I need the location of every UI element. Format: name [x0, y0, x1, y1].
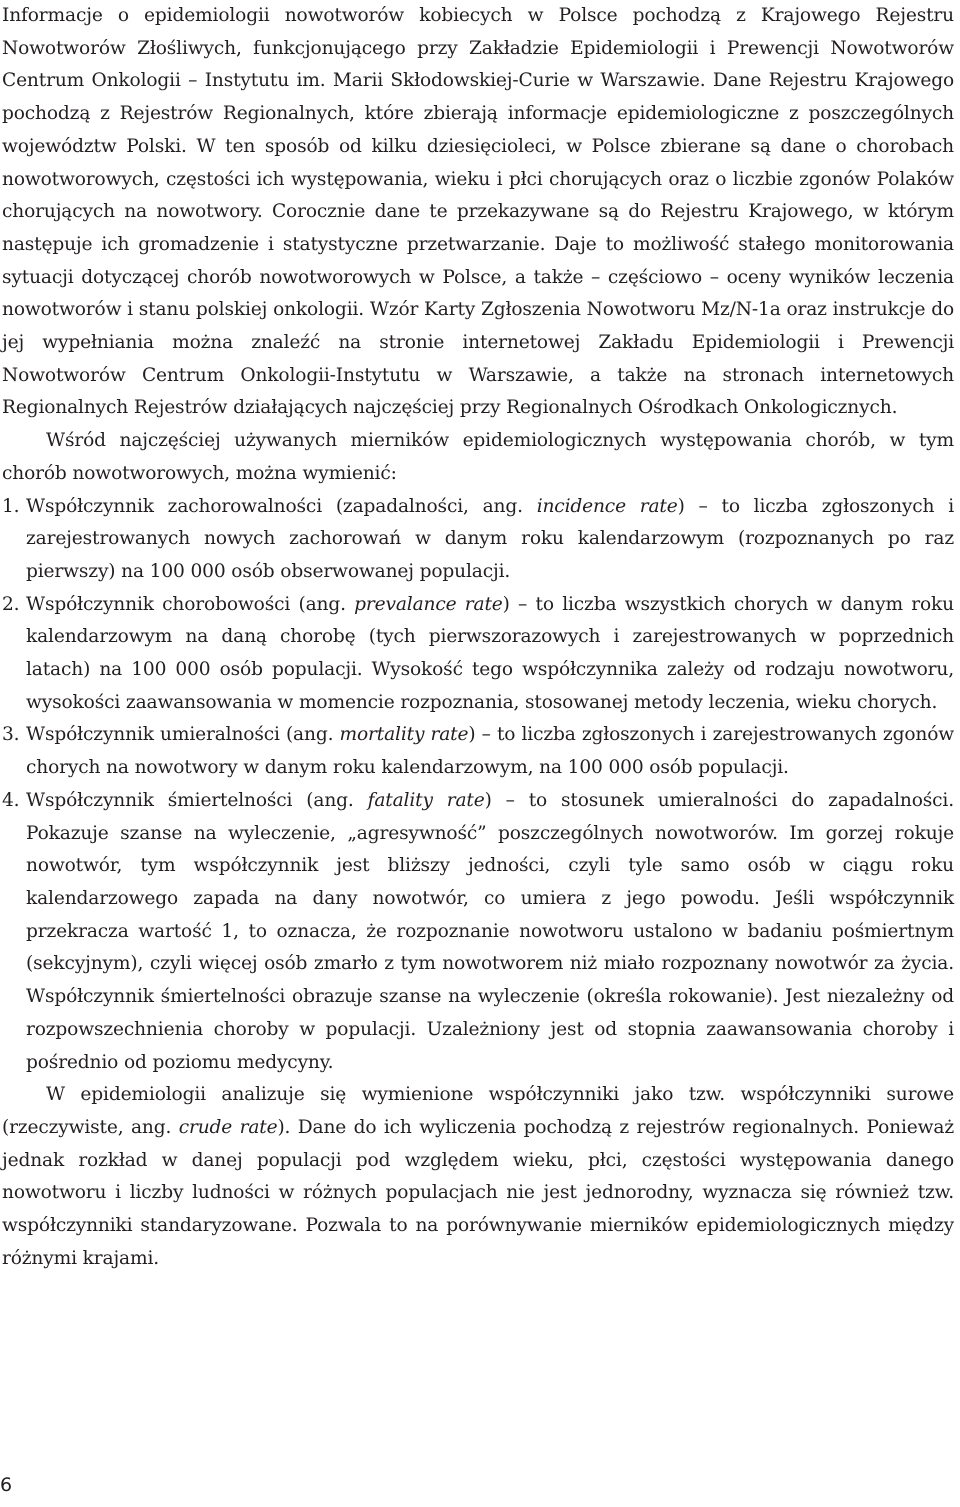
- list-text-post: ) – to liczba zgłoszonych i zarejestrowanych nowych zachorowań w danym roku kalendarzowym (rozpoznanych po raz pierwszy) na 100 000 osób obserwowanej populacji.: [26, 495, 954, 582]
- list-number: 3.: [2, 724, 20, 746]
- list-text-pre: Współczynnik zachorowalności (zapadalności, ang.: [26, 495, 537, 517]
- crude-text-pre: W epidemiologii analizuje się wymienione współczynniki jako tzw. współczynniki surowe (rzeczywiste, ang.: [2, 1084, 954, 1138]
- body-text: [2, 0, 954, 1275]
- list-item-incidence-rate: [2, 491, 954, 589]
- crude-text-post: ). Dane do ich wyliczenia pochodzą z rejestrów regionalnych. Ponieważ jednak rozkład w danej populacji pod względem wieku, płci, częstości występowania danego nowotworu i liczby ludności w różnych populacjach nie jest jednorodny, wyznacza się również tzw. współczynniki standaryzowane. Pozwala to na porównywanie mierników epidemiologicznych między różnymi krajami.: [2, 1116, 954, 1269]
- paragraph-crude-rate: [2, 1079, 954, 1275]
- list-item-mortality-rate: [2, 719, 954, 784]
- paragraph-intro: Informacje o epidemiologii nowotworów kobiecych w Polsce pochodzą z Krajowego Rejestru Nowotworów Złośliwych, funkcjonującego przy Zakładzie Epidemiologii i Prewencji Nowotworów Centrum Onkologii – Instytutu im. Marii Skłodowskiej-Curie w Warszawie. Dane Rejestru Krajowego pochodzą z Rejestrów Regionalnych, które zbierają informacje epidemiologiczne z poszczególnych województw Polski. W ten sposób od kilku dziesięcioleci, w Polsce zbierane są dane o chorobach nowotworowych, częstości ich występowania, wieku i płci chorujących oraz o liczbie zgonów Polaków chorujących na nowotwory. Corocznie dane te przekazywane są do Rejestru Krajowego, w którym następuje ich gromadzenie i statystyczne przetwarzanie. Daje to możliwość stałego monitorowania sytuacji dotyczącej chorób nowotworowych w Polsce, a także – częściowo – oceny wyników leczenia nowotworów i stanu polskiej onkologii. Wzór Karty Zgłoszenia Nowotworu Mz/N-1a oraz instrukcje do jej wypełniania można znaleźć na stronie internetowej Zakładu Epidemiologii i Prewencji Nowotworów Centrum Onkologii-Instytutu w Warszawie, a także na stronach internetowych Regionalnych Rejestrów działających najczęściej przy Regionalnych Ośrodkach Onkologicznych.: [2, 5, 954, 419]
- list-text-post: ) – to liczba zgłoszonych i zarejestrowanych zgonów chorych na nowotwory w danym roku kalendarzowym, na 100 000 osób populacji.: [26, 724, 955, 779]
- list-number: 1.: [2, 495, 20, 517]
- list-text-pre: Współczynnik chorobowości (ang.: [26, 593, 355, 615]
- page-number: 6: [0, 1474, 13, 1496]
- list-item-prevalence-rate: [2, 589, 954, 720]
- term-mortality-rate: mortality rate: [339, 724, 469, 746]
- term-fatality-rate: fatality rate: [367, 789, 485, 811]
- term-prevalance-rate: prevalance rate: [354, 593, 503, 615]
- list-text-pre: Współczynnik śmiertelności (ang.: [26, 789, 368, 811]
- list-text-post: ) – to liczba wszystkich chorych w danym roku kalendarzowym na daną chorobę (tych pierwszorazowych i zarejestrowanych w poprzednich latach) na 100 000 osób populacji. Wysokość tego współczynnika zależy od rodzaju nowotworu, wysokości zaawansowania w momencie rozpoznania, stosowanej metody leczenia, wieku chorych.: [26, 593, 954, 713]
- paragraph-measures-intro: Wśród najczęściej używanych mierników epidemiologicznych występowania chorób, w tym chorób nowotworowych, można wymienić:: [2, 430, 954, 484]
- list-item-fatality-rate: [2, 785, 954, 1079]
- term-incidence-rate: incidence rate: [536, 495, 678, 517]
- list-number: 2.: [2, 593, 20, 615]
- list-text-post: ) – to stosunek umieralności do zapadalności. Pokazuje szanse na wyleczenie, „agresywność” poszczególnych nowotworów. Im gorzej rokuje nowotwór, tym współczynnik jest bliższy jedności, czyli tyle samo osób w ciągu roku kalendarzowego zapada na dany nowotwór, co umiera z jego powodu. Jeśli współczynnik przekracza wartość 1, to oznacza, że rozpoznanie nowotworu ustalono w badaniu pośmiertnym (sekcyjnym), czyli więcej osób zmarło z tym nowotworem niż miało rozpoznany nowotwór za życia. Współczynnik śmiertelności obrazuje szanse na wyleczenie (określa rokowanie). Jest niezależny od rozpowszechnienia choroby w populacji. Uzależniony jest od stopnia zaawansowania choroby i pośrednio od poziomu medycyny.: [26, 789, 954, 1073]
- list-number: 4.: [2, 789, 20, 811]
- term-crude-rate: crude rate: [178, 1116, 278, 1138]
- list-text-pre: Współczynnik umieralności (ang.: [26, 724, 340, 746]
